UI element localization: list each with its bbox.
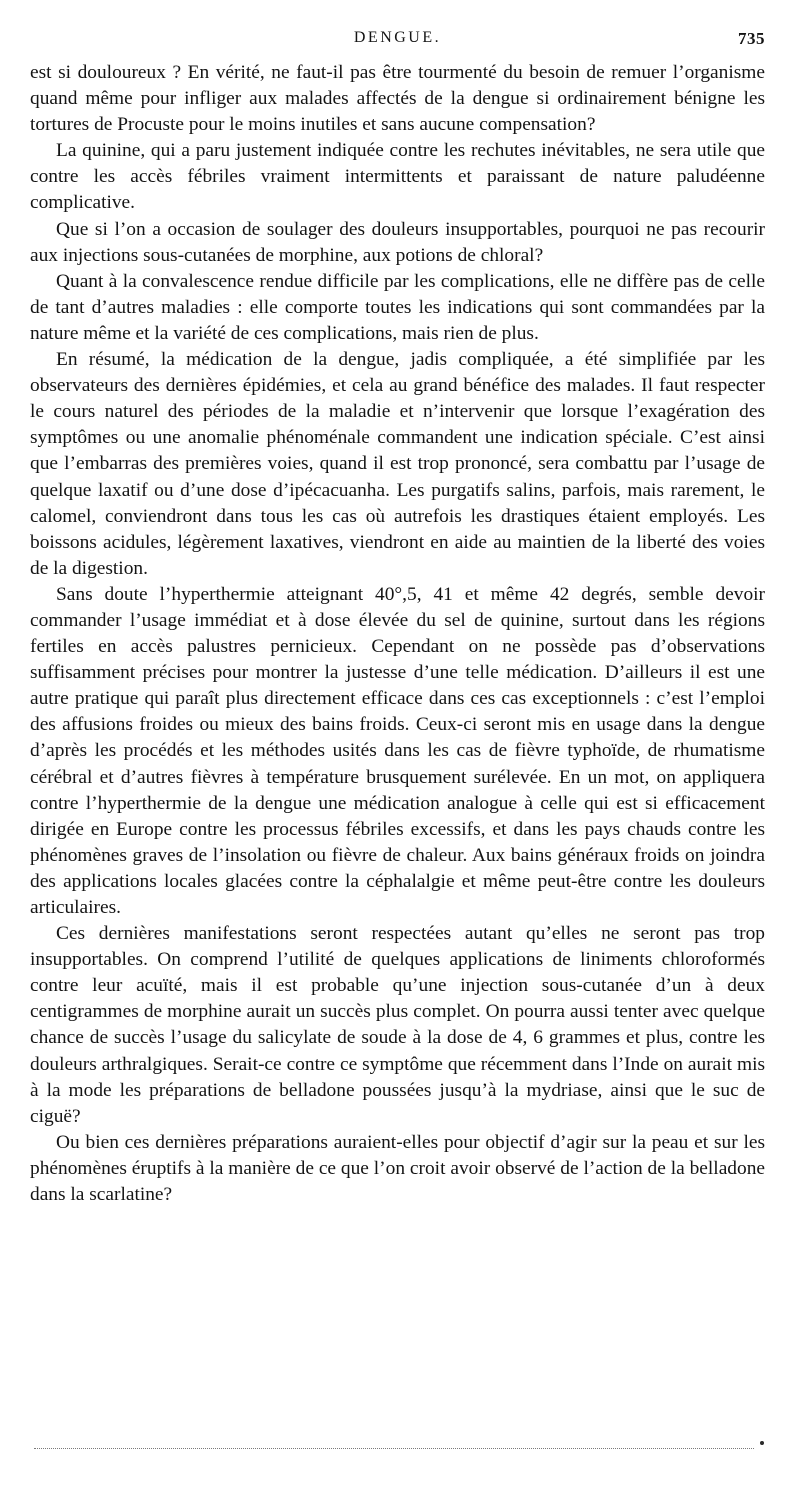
- paragraph-hyperthermie: Sans doute l’hyperthermie atteignant 40°,5, 41 et même 42 degrés, semble devoir commander l’usage immédiat et à dose élevée du sel de quinine, surtout dans les régions fertiles en accès palustres pernicieux. Cependant on ne possède pas d’observations suffisamment précises pour montrer la justesse d’une telle médication. D’ailleurs il est une autre pratique qui paraît plus directement efficace dans ces cas exceptionnels : c’est l’emploi des affusions froides ou mieux des bains froids. Ceux-ci seront mis en usage dans la dengue d’après les procédés et les méthodes usités dans les cas de fièvre typhoïde, de rhumatisme cérébral et d’autres fièvres à température brusquement surélevée. En un mot, on appliquera contre l’hyperthermie de la dengue une médication analogue à celle qui est si efficacement dirigée en Europe contre les processus fébriles excessifs, et dans les pays chauds contre les phénomènes graves de l’insolation ou fièvre de chaleur. Aux bains généraux froids on joindra des applications locales glacées contre la céphalalgie et même peut-être contre les douleurs articulaires.: [30, 583, 765, 918]
- book-page: [30, 0, 765, 1208]
- text-body: [30, 60, 765, 1208]
- paragraph-manifestations: Ces dernières manifestations seront respectées autant qu’elles ne seront pas trop insupportables. On comprend l’utilité de quelques applications de liniments chloroformés contre leur acuïté, mais il est probable qu’une injection sous-cutanée d’un à deux centigrammes de morphine aurait un succès plus complet. On pourra aussi tenter avec quelque chance de succès l’usage du salicylate de soude à la dose de 4, 6 grammes et plus, contre les douleurs arthralgiques. Serait-ce contre ce symptôme que récemment dans l’Inde on aurait mis à la mode les préparations de belladone poussées jusqu’à la mydriase, ainsi que le suc de ciguë?: [30, 923, 765, 1127]
- paragraph-morphine: Que si l’on a occasion de soulager des douleurs insupportables, pourquoi ne pas recourir aux injections sous-cutanées de morphine, aux potions de chloral?: [30, 218, 765, 266]
- page-number: 735: [738, 29, 765, 48]
- paragraph-quinine: La quinine, qui a paru justement indiquée contre les rechutes inévitables, ne sera utile que contre les accès fébriles vraiment intermittents et paraissant de nature paludéenne complicative.: [30, 140, 765, 214]
- running-title: DENGUE.: [353, 29, 442, 46]
- paragraph-belladone: Ou bien ces dernières préparations auraient-elles pour objectif d’agir sur la peau et sur les phénomènes éruptifs à la manière de ce que l’on croit avoir observé de l’action de la belladone dans la scarlatine?: [30, 1131, 765, 1206]
- paragraph-resume: En résumé, la médication de la dengue, jadis compliquée, a été simplifiée par les observateurs des dernières épidémies, et cela au grand bénéfice des malades. Il faut respecter le cours naturel des périodes de la maladie et n’intervenir que lorsque l’exagération des symptômes ou une anomalie phénoménale commandent une indication spéciale. C’est ainsi que l’embarras des premières voies, quand il est trop prononcé, sera combattu par l’usage de quelque laxatif ou d’une dose d’ipécacuanha. Les purgatifs salins, parfois, mais rarement, le calomel, conviendront dans tous les cas où autrefois les drastiques étaient employés. Les boissons acidules, légèrement laxatives, viendront en aide au maintien de la liberté des voies de la digestion.: [30, 349, 765, 579]
- footer-ink-dot: [760, 1441, 764, 1445]
- running-head: [30, 0, 765, 48]
- paragraph-convalescence: Quant à la convalescence rendue difficile par les complications, elle ne diffère pas de celle de tant d’autres maladies : elle comporte toutes les indications qui sont commandées par la nature même et la variété de ces complications, mais rien de plus.: [30, 270, 765, 344]
- paragraph-continuation: est si douloureux ? En vérité, ne faut-il pas être tourmenté du besoin de remuer l’organisme quand même pour infliger aux malades affectés de la dengue si ordinairement bénigne les tortures de Procuste pour le moins inutiles et sans aucune compensation?: [30, 62, 765, 136]
- footer-dotted-rule: [34, 1448, 754, 1449]
